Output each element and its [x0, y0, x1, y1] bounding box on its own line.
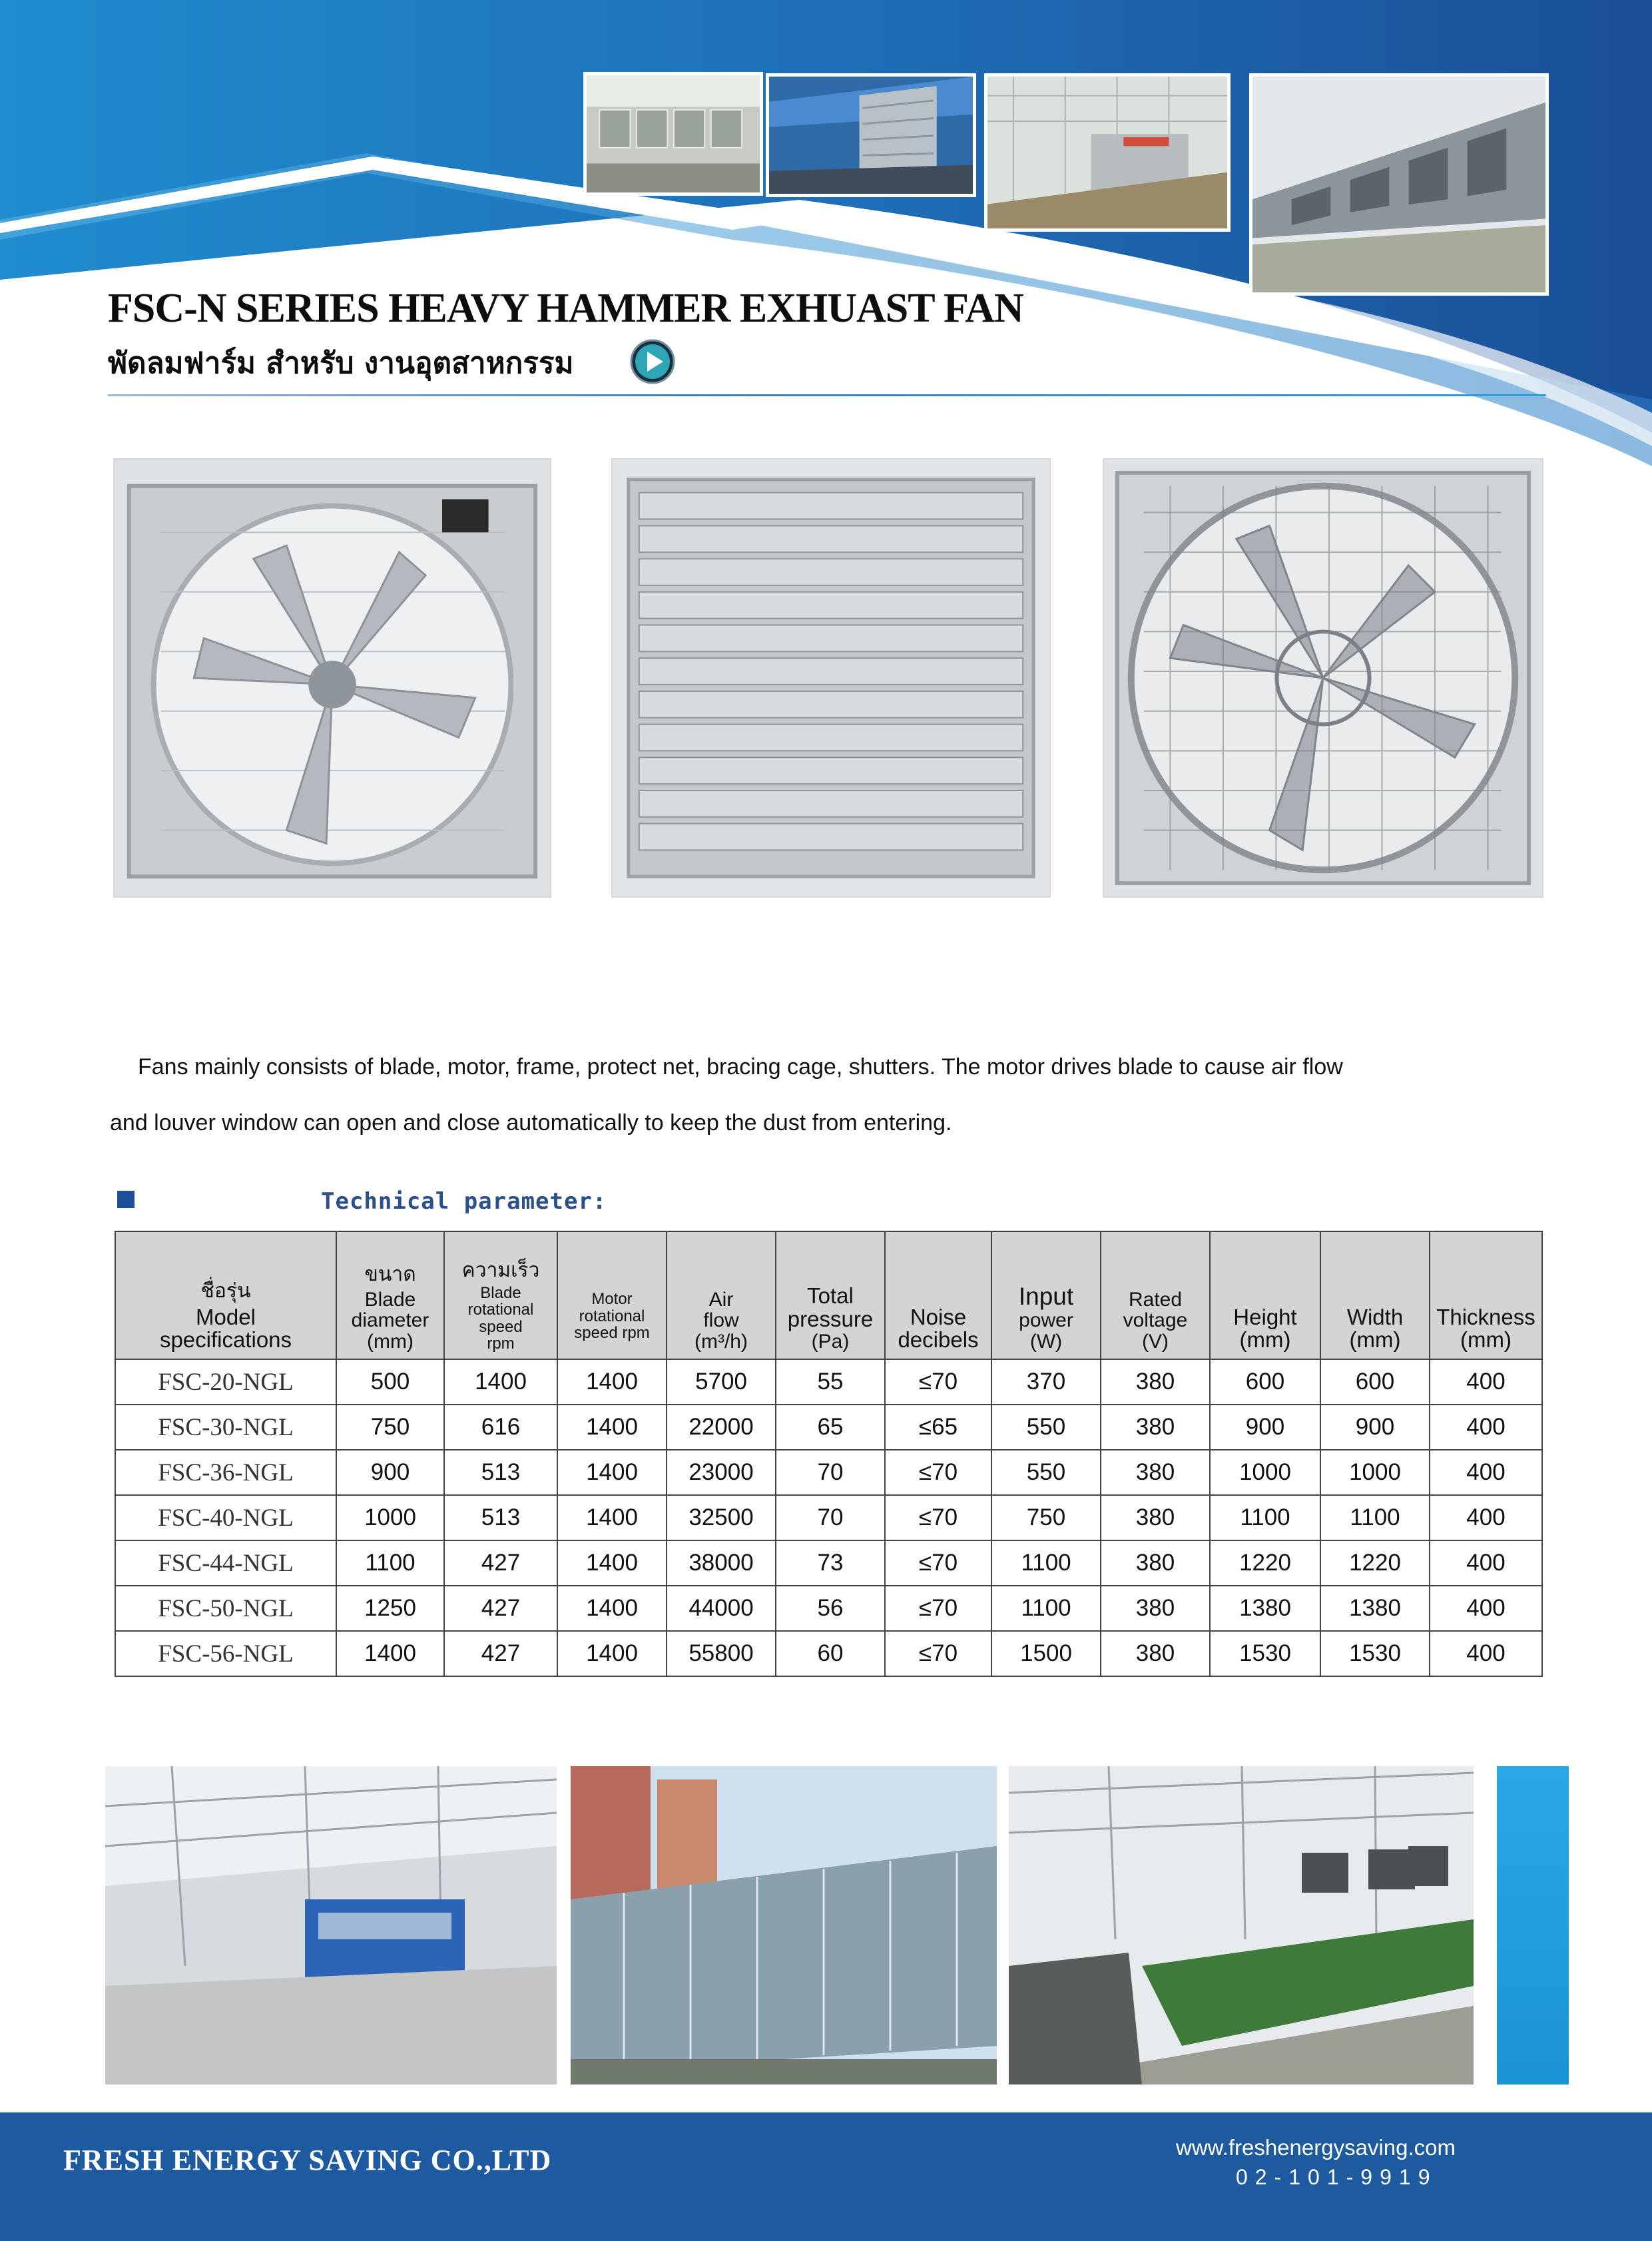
- cell-blade: 1100: [336, 1540, 444, 1586]
- product-photo-shutter: [611, 458, 1051, 898]
- bottom-photo-greenhouse-exterior: [571, 1766, 997, 2084]
- cell-height: 1220: [1210, 1540, 1320, 1586]
- cell-pressure: 70: [776, 1450, 885, 1495]
- cell-height: 600: [1210, 1359, 1320, 1405]
- header-air-flow: Air flow (m³/h): [667, 1231, 776, 1359]
- cell-height: 1100: [1210, 1495, 1320, 1540]
- cell-motor-speed: 1400: [557, 1631, 667, 1676]
- table-row: [115, 1540, 1542, 1586]
- spec-table-body: [115, 1359, 1542, 1676]
- table-row: [115, 1359, 1542, 1405]
- cell-height: 900: [1210, 1405, 1320, 1450]
- header-rated-voltage: Rated voltage (V): [1101, 1231, 1210, 1359]
- table-row: [115, 1450, 1542, 1495]
- table-row: [115, 1631, 1542, 1676]
- table-row: [115, 1405, 1542, 1450]
- page-title: FSC-N SERIES HEAVY HAMMER EXHUAST FAN: [108, 286, 1023, 331]
- cell-motor-speed: 1400: [557, 1450, 667, 1495]
- header-total-pressure: Total pressure (Pa): [776, 1231, 885, 1359]
- cell-model: FSC-50-NGL: [115, 1586, 336, 1631]
- cell-pressure: 55: [776, 1359, 885, 1405]
- cell-blade-speed: 513: [444, 1450, 557, 1495]
- cell-pressure: 70: [776, 1495, 885, 1540]
- cell-voltage: 380: [1101, 1495, 1210, 1540]
- header-blade-diameter: ขนาด Blade diameter (mm): [336, 1231, 444, 1359]
- cell-thickness: 400: [1430, 1495, 1542, 1540]
- cell-pressure: 73: [776, 1540, 885, 1586]
- header-blade-speed: ความเร็ว Blade rotational speed rpm: [444, 1231, 557, 1359]
- decorative-blue-bar: [1497, 1766, 1569, 2084]
- table-row: [115, 1495, 1542, 1540]
- cell-thickness: 400: [1430, 1359, 1542, 1405]
- cell-noise: ≤70: [885, 1495, 991, 1540]
- header-model: ชื่อรุ่น Model specifications: [115, 1231, 336, 1359]
- cell-height: 1000: [1210, 1450, 1320, 1495]
- bottom-photo-greenhouse-interior: [1009, 1766, 1474, 2084]
- cell-power: 1100: [991, 1540, 1101, 1586]
- cell-power: 370: [991, 1359, 1101, 1405]
- cell-power: 1500: [991, 1631, 1101, 1676]
- description-line-2: and louver window can open and close automatically to keep the dust from entering.: [110, 1110, 952, 1135]
- product-photo-fan-front: [113, 458, 551, 898]
- page-subtitle-thai: พัดลมฟาร์ม สำหรับ งานอุตสาหกรรม: [108, 346, 574, 380]
- header-input-power: Input power (W): [991, 1231, 1101, 1359]
- company-name: FRESH ENERGY SAVING CO.,LTD: [63, 2144, 552, 2176]
- phone-number: 02-101-9919: [1236, 2165, 1438, 2189]
- cell-height: 1380: [1210, 1586, 1320, 1631]
- cell-motor-speed: 1400: [557, 1586, 667, 1631]
- cell-noise: ≤70: [885, 1359, 991, 1405]
- cell-blade-speed: 616: [444, 1405, 557, 1450]
- play-circle-icon[interactable]: [629, 338, 676, 385]
- cell-width: 600: [1320, 1359, 1430, 1405]
- cell-motor-speed: 1400: [557, 1540, 667, 1586]
- cell-voltage: 380: [1101, 1586, 1210, 1631]
- spec-table: [115, 1231, 1543, 1677]
- cell-thickness: 400: [1430, 1631, 1542, 1676]
- header-photo-2: [766, 73, 976, 197]
- cell-blade-speed: 1400: [444, 1359, 557, 1405]
- cell-noise: ≤65: [885, 1405, 991, 1450]
- cell-air-flow: 22000: [667, 1405, 776, 1450]
- cell-blade: 500: [336, 1359, 444, 1405]
- cell-model: FSC-40-NGL: [115, 1495, 336, 1540]
- cell-power: 1100: [991, 1586, 1101, 1631]
- product-photo-fan-grill: [1103, 458, 1543, 898]
- cell-voltage: 380: [1101, 1405, 1210, 1450]
- cell-blade-speed: 427: [444, 1586, 557, 1631]
- cell-width: 1530: [1320, 1631, 1430, 1676]
- cell-thickness: 400: [1430, 1540, 1542, 1586]
- cell-model: FSC-56-NGL: [115, 1631, 336, 1676]
- cell-model: FSC-44-NGL: [115, 1540, 336, 1586]
- header-height: Height (mm): [1210, 1231, 1320, 1359]
- cell-air-flow: 5700: [667, 1359, 776, 1405]
- cell-width: 1220: [1320, 1540, 1430, 1586]
- cell-blade: 1250: [336, 1586, 444, 1631]
- product-description: [110, 1039, 1541, 1151]
- cell-voltage: 380: [1101, 1450, 1210, 1495]
- cell-motor-speed: 1400: [557, 1359, 667, 1405]
- cell-blade: 900: [336, 1450, 444, 1495]
- cell-thickness: 400: [1430, 1586, 1542, 1631]
- cell-width: 1100: [1320, 1495, 1430, 1540]
- cell-blade-speed: 427: [444, 1540, 557, 1586]
- cell-voltage: 380: [1101, 1631, 1210, 1676]
- website-link[interactable]: www.freshenergysaving.com: [1176, 2135, 1456, 2160]
- header-noise: Noise decibels: [885, 1231, 991, 1359]
- cell-width: 900: [1320, 1405, 1430, 1450]
- section-bullet-square: [117, 1191, 135, 1208]
- cell-blade: 1000: [336, 1495, 444, 1540]
- cell-noise: ≤70: [885, 1450, 991, 1495]
- cell-thickness: 400: [1430, 1450, 1542, 1495]
- cell-blade-speed: 513: [444, 1495, 557, 1540]
- header-photo-1: [583, 72, 763, 196]
- cell-width: 1000: [1320, 1450, 1430, 1495]
- header-width: Width (mm): [1320, 1231, 1430, 1359]
- section-title: Technical parameter:: [321, 1188, 607, 1215]
- cell-model: FSC-20-NGL: [115, 1359, 336, 1405]
- header-thickness: Thickness (mm): [1430, 1231, 1542, 1359]
- cell-motor-speed: 1400: [557, 1495, 667, 1540]
- cell-pressure: 60: [776, 1631, 885, 1676]
- cell-voltage: 380: [1101, 1359, 1210, 1405]
- header-photo-3: [984, 73, 1231, 232]
- cell-model: FSC-36-NGL: [115, 1450, 336, 1495]
- cell-width: 1380: [1320, 1586, 1430, 1631]
- cell-power: 550: [991, 1405, 1101, 1450]
- cell-air-flow: 44000: [667, 1586, 776, 1631]
- cell-noise: ≤70: [885, 1586, 991, 1631]
- cell-air-flow: 55800: [667, 1631, 776, 1676]
- cell-air-flow: 23000: [667, 1450, 776, 1495]
- header-divider: [108, 394, 1546, 396]
- cell-blade: 1400: [336, 1631, 444, 1676]
- header-motor-speed: Motor rotational speed rpm: [557, 1231, 667, 1359]
- cell-pressure: 65: [776, 1405, 885, 1450]
- cell-air-flow: 38000: [667, 1540, 776, 1586]
- description-line-1: Fans mainly consists of blade, motor, frame, protect net, bracing cage, shutters. The motor drives blade to cause air flow: [138, 1054, 1343, 1080]
- cell-power: 750: [991, 1495, 1101, 1540]
- cell-air-flow: 32500: [667, 1495, 776, 1540]
- bottom-photo-factory: [105, 1766, 557, 2084]
- cell-power: 550: [991, 1450, 1101, 1495]
- cell-blade-speed: 427: [444, 1631, 557, 1676]
- cell-noise: ≤70: [885, 1631, 991, 1676]
- table-row: [115, 1586, 1542, 1631]
- cell-thickness: 400: [1430, 1405, 1542, 1450]
- header-photo-4: [1249, 73, 1549, 296]
- cell-height: 1530: [1210, 1631, 1320, 1676]
- cell-pressure: 56: [776, 1586, 885, 1631]
- cell-blade: 750: [336, 1405, 444, 1450]
- cell-noise: ≤70: [885, 1540, 991, 1586]
- table-header-row: [115, 1231, 1542, 1359]
- cell-motor-speed: 1400: [557, 1405, 667, 1450]
- cell-voltage: 380: [1101, 1540, 1210, 1586]
- cell-model: FSC-30-NGL: [115, 1405, 336, 1450]
